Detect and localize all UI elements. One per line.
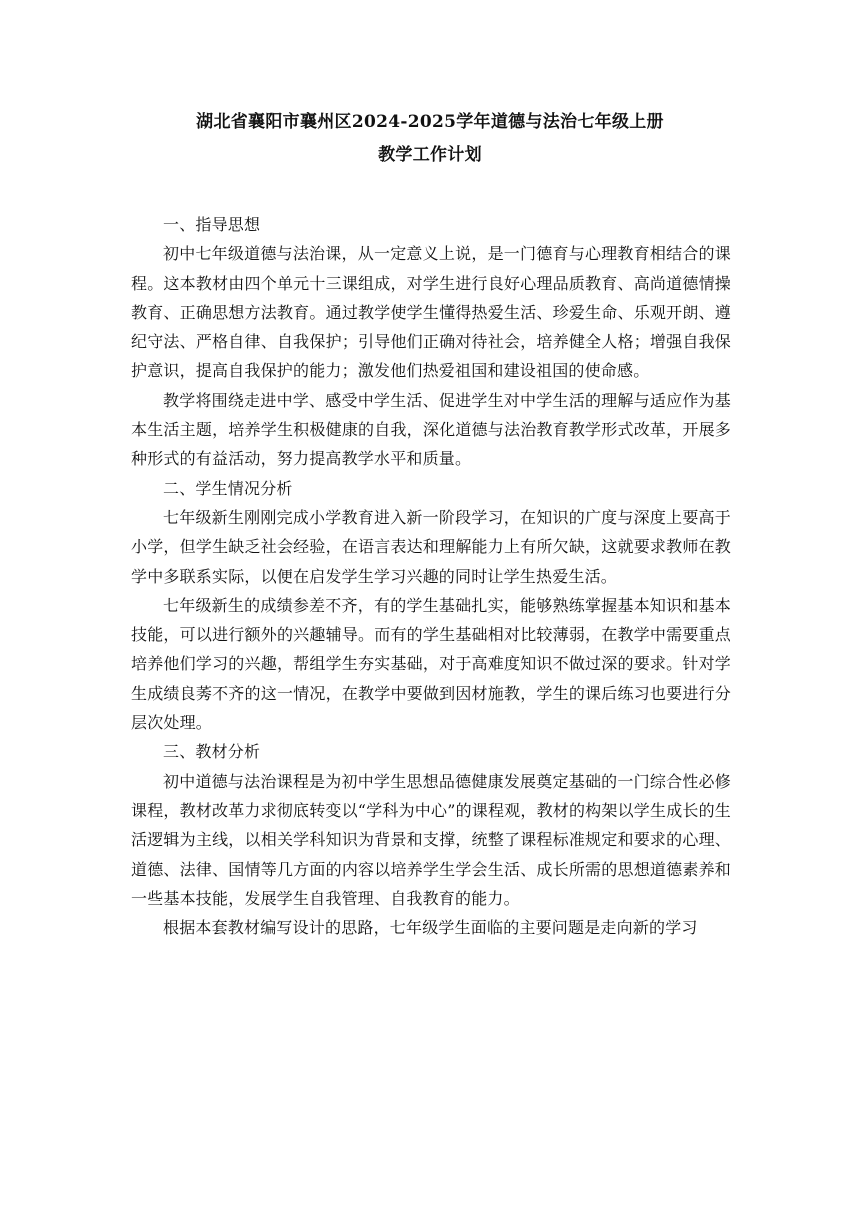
section-heading-guiding-ideology: 一、指导思想	[163, 215, 261, 234]
paragraph: 初中七年级道德与法治课，从一定意义上说，是一门德育与心理教育相结合的课程。这本教材由四个单元十三课组成，对学生进行良好心理品质教育、高尚道德情操教育、正确思想方法教育。通过教学使学生懂得热爱生活、珍爱生命、乐观开朗、遵纪守法、严格自律、自我保护；引导他们正确对待社会，培养健全人格；增强自我保护意识，提高自我保护的能力；激发他们热爱祖国和建设祖国的使命感。	[131, 244, 731, 381]
paragraph: 根据本套教材编写设计的思路，七年级学生面临的主要问题是走向新的学习	[163, 918, 698, 938]
paragraph: 初中道德与法治课程是为初中学生思想品德健康发展奠定基础的一门综合性必修课程，教材改革力求彻底转变以“学科为中心”的课程观，教材的构架以学生成长的生活逻辑为主线，以相关学科知识为背景和支撑，统整了课程标准规定和要求的心理、道德、法律、国情等几方面的内容以培养学生学会生活、成长所需的思想道德素养和一些基本技能，发展学生自我管理、自我教育的能力。	[131, 771, 731, 908]
document-subtitle: 教学工作计划	[378, 145, 482, 165]
document-body	[131, 210, 731, 942]
document-title: 湖北省襄阳市襄州区2024-2025学年道德与法治七年级上册	[196, 112, 664, 132]
paragraph: 七年级新生的成绩参差不齐，有的学生基础扎实，能够熟练掌握基本知识和基本技能，可以进行额外的兴趣辅导。而有的学生基础相对比较薄弱，在教学中需要重点培养他们学习的兴趣，帮组学生夯实基础，对于高难度知识不做过深的要求。针对学生成绩良莠不齐的这一情况，在教学中要做到因材施教，学生的课后练习也要进行分层次处理。	[131, 595, 731, 733]
paragraph: 教学将围绕走进中学、感受中学生活、促进学生对中学生活的理解与适应作为基本生活主题，培养学生积极健康的自我，深化道德与法治教育教学形式改革，开展多种形式的有益活动，努力提高教学水平和质量。	[131, 390, 731, 469]
section-heading-textbook-analysis: 三、教材分析	[163, 742, 261, 762]
paragraph: 七年级新生刚刚完成小学教育进入新一阶段学习，在知识的广度与深度上要高于小学，但学生缺乏社会经验，在语言表达和理解能力上有所欠缺，这就要求教师在教学中多联系实际，以便在启发学生学习兴趣的同时让学生热爱生活。	[131, 507, 731, 586]
section-heading-student-analysis: 二、学生情况分析	[163, 478, 293, 498]
